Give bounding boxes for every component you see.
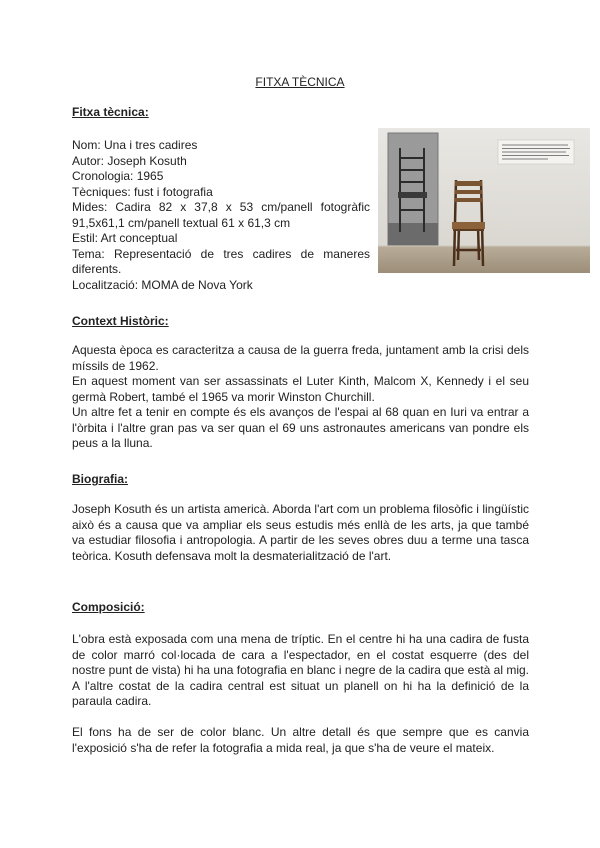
heading-context: Context Històric:	[72, 314, 169, 328]
biografia-paragraph: Joseph Kosuth és un artista americà. Aborda l'art com un problema filosòfic i lingüístic això és a causa que va ampliar els seus estudis més enllà de les arts, ja que també va estudiar filosofia i antropologia. A partir de les seves obres duu a terme una tasca teòrica. Kosuth defensava molt la desmaterialització de l'art.	[72, 502, 529, 563]
field-estil: Estil: Art conceptual	[72, 231, 178, 245]
composicio-paragraph-1: L'obra està exposada com una mena de tríptic. En el centre hi ha una cadira de fusta de color marró col·locada de cara a l'espectador, en el costat esquerre (des del nostre punt de vista) hi ha una fotografia en blanc i negre de la cadira que està al mig. A l'altre costat de la cadira central est situat un planell on hi ha la definició de la paraula cadira.	[72, 632, 529, 708]
field-cronologia: Cronologia: 1965	[72, 169, 164, 183]
composicio-paragraph-2: El fons ha de ser de color blanc. Un altre detall és que sempre que es canvia l'exposició s'ha de refer la fotografia a mida real, ja que s'ha de veure el mateix.	[72, 725, 529, 755]
field-autor: Autor: Joseph Kosuth	[72, 153, 187, 168]
context-paragraph-3: Un altre fet a tenir en compte és els avanços de l'espai al 68 quan en Iuri va entrar a l'òrbita i l'altre gran pas va ser quan el 69 uns astronautes americans van pondre els peus a la lluna.	[72, 405, 529, 450]
heading-fitxa: Fitxa tècnica:	[72, 105, 149, 119]
field-tecniques: Tècniques: fust i fotografia	[72, 184, 213, 199]
field-tema-line2: diferents.	[72, 262, 122, 276]
field-tema-line1: Tema: Representació de tres cadires de maneres	[72, 246, 370, 261]
artwork-photo	[378, 128, 590, 273]
field-mides-line1: Mides: Cadira 82 x 37,8 x 53 cm/panell fotogràfic	[72, 200, 370, 214]
field-localitzacio: Localització: MOMA de Nova York	[72, 277, 253, 292]
context-paragraph-2: En aquest moment van ser assassinats el Luter Kinth, Malcom X, Kennedy i el seu germà Robert, també el 1965 va morir Winston Churchill.	[72, 374, 529, 404]
photo-panel	[388, 133, 438, 245]
document-title: FITXA TÈCNICA	[255, 75, 345, 89]
context-paragraph-1: Aquesta època es caracteritza a causa de la guerra freda, juntament amb la crisi dels míssils de 1962.	[72, 343, 529, 373]
biografia-text	[72, 502, 529, 564]
heading-biografia: Biografia:	[72, 472, 129, 486]
context-text	[72, 343, 529, 452]
composicio-text	[72, 632, 529, 756]
definition-panel	[498, 140, 574, 164]
heading-composicio: Composició:	[72, 600, 145, 614]
field-mides-line2: 91,5x61,1 cm/panell textual 61 x 61,3 cm	[72, 215, 291, 230]
field-nom: Nom: Una i tres cadires	[72, 138, 198, 152]
